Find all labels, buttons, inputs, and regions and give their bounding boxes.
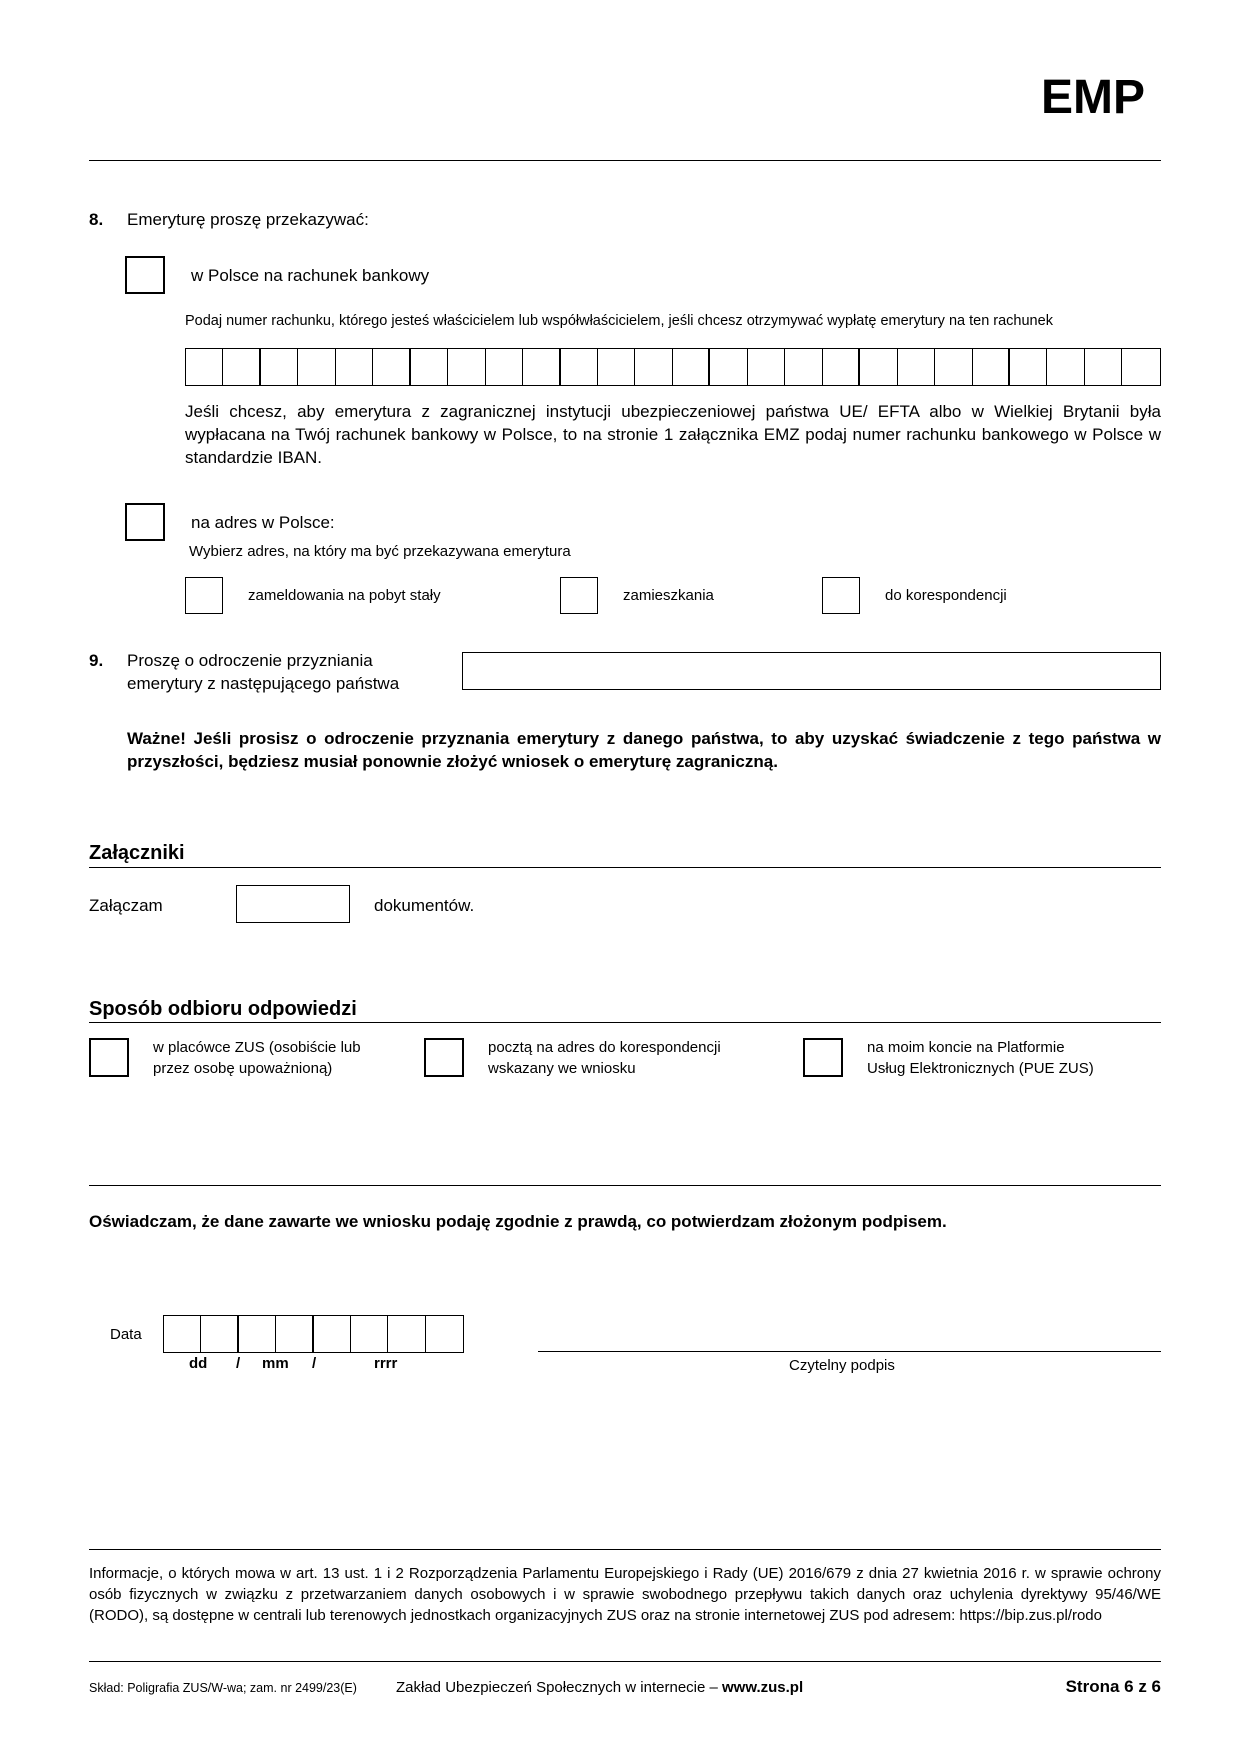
bank-account-digit-cell[interactable] — [673, 349, 710, 385]
date-digit-cell[interactable] — [351, 1316, 388, 1352]
declaration-text: Oświadczam, że dane zawarte we wniosku podaję zgodnie z prawdą, co potwierdzam złożonym podpisem. — [89, 1212, 947, 1231]
date-digit-cell[interactable] — [201, 1316, 238, 1352]
attachments-prefix: Załączam — [89, 896, 163, 915]
zus-website-link[interactable]: www.zus.pl — [722, 1679, 804, 1696]
bank-account-digit-cell[interactable] — [823, 349, 860, 385]
date-digit-cell[interactable] — [164, 1316, 201, 1352]
form-code: EMP — [1040, 71, 1145, 124]
delivery-post-checkbox[interactable] — [424, 1038, 464, 1077]
bank-account-digit-cell[interactable] — [973, 349, 1010, 385]
attachments-suffix: dokumentów. — [374, 896, 475, 915]
bank-account-digit-cell[interactable] — [898, 349, 935, 385]
date-field[interactable] — [163, 1315, 464, 1353]
section8-number: 8. — [89, 210, 104, 229]
iban-note: Jeśli chcesz, aby emerytura z zagranicznej instytucji ubezpieczeniowej państwa UE/ EFTA albo w Wielkiej Brytanii była wypłacana na Twój rachunek bankowy w Polsce, to na stronie 1 załącznika EMZ podaj numer rachunku bankowego w Polsce w standardzie IBAN. — [185, 402, 1161, 467]
bank-account-digit-cell[interactable] — [1122, 349, 1159, 385]
bank-account-digit-cell[interactable] — [1010, 349, 1047, 385]
bank-account-digit-cell[interactable] — [523, 349, 560, 385]
header-divider — [89, 160, 1161, 161]
attachments-heading: Załączniki — [89, 842, 185, 864]
zus-internet-line — [396, 1677, 803, 1698]
delivery-zus-office-line1: w placówce ZUS (osobiście lub — [153, 1039, 361, 1056]
address-hint: Wybierz adres, na który ma być przekazywana emerytura — [189, 543, 571, 560]
address-checkbox[interactable] — [125, 503, 165, 541]
address-option-label: na adres w Polsce: — [191, 513, 335, 532]
section8-title: Emeryturę proszę przekazywać: — [127, 210, 369, 229]
bank-account-digit-cell[interactable] — [298, 349, 335, 385]
date-digit-cell[interactable] — [388, 1316, 425, 1352]
signature-line[interactable] — [538, 1351, 1161, 1352]
attachments-divider — [89, 867, 1161, 868]
bank-account-hint: Podaj numer rachunku, którego jesteś właścicielem lub współwłaścicielem, jeśli chcesz otrzymywać wypłatę emerytury na ten rachunek — [185, 313, 1053, 329]
rodo-info: Informacje, o których mowa w art. 13 ust. 1 i 2 Rozporządzenia Parlamentu Europejskiego i Rady (UE) 2016/679 z dnia 27 kwietnia 2016 r. w sprawie ochrony osób fizycznych w związku z przetwarzaniem danych osobowych i w sprawie swobodnego przepływu takich danych oraz uchylenia dyrektywy 95/46/WE (RODO), są dostępne w centrali lub terenowych jednostkach organizacyjnych ZUS oraz na stronie internetowej ZUS pod adresem: https://bip.zus.pl/rodo — [89, 1565, 1161, 1624]
delivery-post-line1: pocztą na adres do korespondencji — [488, 1039, 721, 1056]
bank-account-digit-cell[interactable] — [598, 349, 635, 385]
bank-account-digit-cell[interactable] — [336, 349, 373, 385]
date-format-sep2: / — [312, 1355, 317, 1372]
bank-account-digit-cell[interactable] — [411, 349, 448, 385]
bank-account-digit-cell[interactable] — [1085, 349, 1122, 385]
delivery-zus-office-line2: przez osobę upoważnioną) — [153, 1060, 333, 1077]
bank-account-digit-cell[interactable] — [748, 349, 785, 385]
bank-account-digit-cell[interactable] — [860, 349, 897, 385]
delivery-pue-line1: na moim koncie na Platformie — [867, 1039, 1065, 1056]
address-registered-checkbox[interactable] — [185, 577, 223, 614]
bank-account-digit-cell[interactable] — [486, 349, 523, 385]
delivery-pue-checkbox[interactable] — [803, 1038, 843, 1077]
zus-internet-text: Zakład Ubezpieczeń Społecznych w internecie – — [396, 1679, 723, 1696]
address-residence-label: zamieszkania — [623, 587, 714, 604]
section9-label-line2: emerytury z następującego państwa — [127, 674, 400, 693]
bank-account-digit-cell[interactable] — [935, 349, 972, 385]
section9-label-line1: Proszę o odroczenie przyzniania — [127, 651, 373, 670]
bank-account-digit-cell[interactable] — [635, 349, 672, 385]
bank-account-digit-cell[interactable] — [785, 349, 822, 385]
footer-top-divider — [89, 1549, 1161, 1550]
date-format-sep1: / — [236, 1355, 241, 1372]
bank-account-digit-cell[interactable] — [261, 349, 298, 385]
bank-account-number-field[interactable] — [185, 348, 1161, 386]
date-digit-cell[interactable] — [239, 1316, 276, 1352]
date-digit-cell[interactable] — [276, 1316, 313, 1352]
declaration-divider — [89, 1185, 1161, 1186]
delivery-heading: Sposób odbioru odpowiedzi — [89, 998, 357, 1020]
page-number: Strona 6 z 6 — [1065, 1677, 1161, 1696]
address-registered-label: zameldowania na pobyt stały — [248, 587, 441, 604]
attachments-count-field[interactable] — [236, 885, 350, 923]
delivery-divider — [89, 1022, 1161, 1023]
bank-account-digit-cell[interactable] — [561, 349, 598, 385]
address-residence-checkbox[interactable] — [560, 577, 598, 614]
bank-account-digit-cell[interactable] — [223, 349, 260, 385]
date-digit-cell[interactable] — [314, 1316, 351, 1352]
date-format-dd: dd — [189, 1355, 208, 1372]
bank-account-option-label: w Polsce na rachunek bankowy — [191, 266, 430, 285]
print-info: Skład: Poligrafia ZUS/W-wa; zam. nr 2499/23(E) — [89, 1681, 357, 1695]
bank-account-digit-cell[interactable] — [448, 349, 485, 385]
bank-account-digit-cell[interactable] — [186, 349, 223, 385]
address-correspondence-checkbox[interactable] — [822, 577, 860, 614]
signature-label: Czytelny podpis — [789, 1357, 895, 1374]
date-format-yyyy: rrrr — [374, 1355, 398, 1372]
section9-number: 9. — [89, 651, 104, 670]
bank-account-checkbox[interactable] — [125, 256, 165, 294]
deferral-country-field[interactable] — [462, 652, 1161, 690]
delivery-post-line2: wskazany we wniosku — [488, 1060, 636, 1077]
bank-account-digit-cell[interactable] — [710, 349, 747, 385]
footer-bottom-divider — [89, 1661, 1161, 1662]
date-label: Data — [110, 1326, 142, 1343]
deferral-warning: Ważne! Jeśli prosisz o odroczenie przyznania emerytury z danego państwa, to aby uzyskać świadczenie z tego państwa w przyszłości, będziesz musiał ponownie złożyć wniosek o emeryturę zagraniczną. — [127, 729, 1161, 771]
bank-account-digit-cell[interactable] — [1047, 349, 1084, 385]
delivery-pue-line2: Usług Elektronicznych (PUE ZUS) — [867, 1060, 1094, 1077]
date-digit-cell[interactable] — [426, 1316, 463, 1352]
address-correspondence-label: do korespondencji — [885, 587, 1007, 604]
date-format-mm: mm — [262, 1355, 289, 1372]
delivery-zus-office-checkbox[interactable] — [89, 1038, 129, 1077]
bank-account-digit-cell[interactable] — [373, 349, 410, 385]
